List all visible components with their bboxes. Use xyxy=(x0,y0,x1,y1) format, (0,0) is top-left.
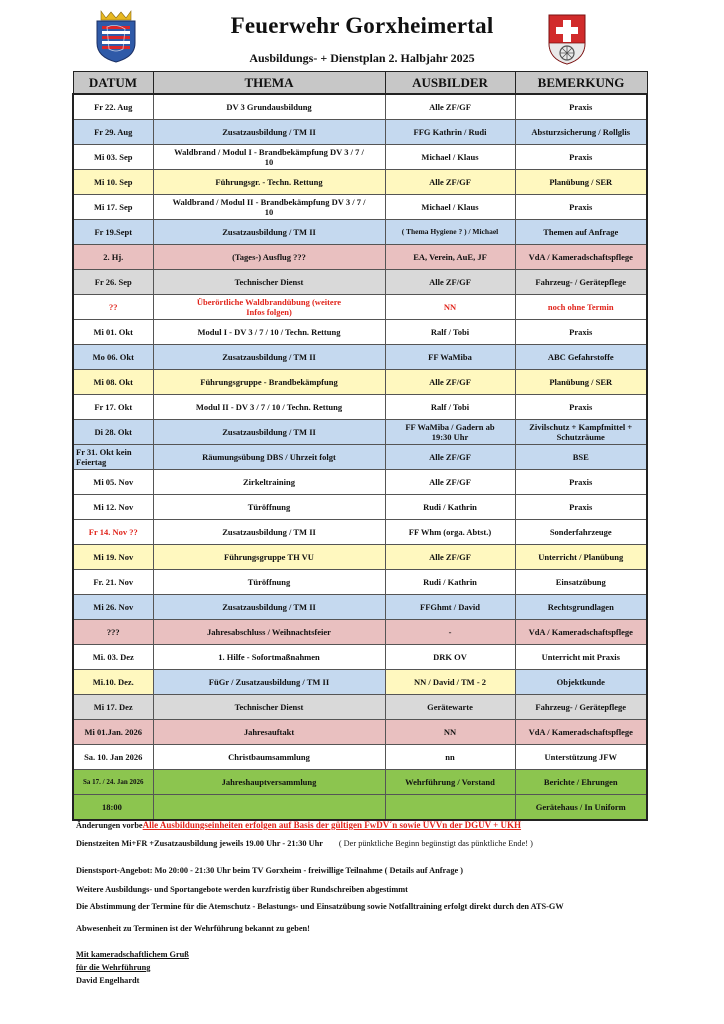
bemerkung-cell: Themen auf Anfrage xyxy=(515,220,647,245)
datum-cell: Mi 19. Nov xyxy=(73,545,153,570)
absence-note: Abwesenheit zu Terminen ist der Wehrführung bekannt zu geben! xyxy=(76,924,310,933)
bemerkung-cell: Unterricht / Planübung xyxy=(515,545,647,570)
thema-cell: Zusatzausbildung / TM II xyxy=(153,420,385,445)
ausbilder-cell: nn xyxy=(385,745,515,770)
bemerkung-cell: VdA / Kameradschaftspflege xyxy=(515,245,647,270)
ausbilder-cell: FF WaMiba / Gadern ab 19:30 Uhr xyxy=(385,420,515,445)
table-row xyxy=(73,595,647,620)
ausbilder-cell: Alle ZF/GF xyxy=(385,270,515,295)
datum-cell: Mi 01.Jan. 2026 xyxy=(73,720,153,745)
changes-note xyxy=(76,820,521,830)
table-row xyxy=(73,395,647,420)
bemerkung-cell: Zivilschutz + Kampfmittel + Schutzräume xyxy=(515,420,647,445)
datum-cell: Mi 17. Dez xyxy=(73,695,153,720)
bemerkung-cell: Praxis xyxy=(515,495,647,520)
ausbilder-cell: EA, Verein, AuE, JF xyxy=(385,245,515,270)
table-row xyxy=(73,270,647,295)
thema-cell: Technischer Dienst xyxy=(153,270,385,295)
ausbilder-cell: FFG Kathrin / Rudi xyxy=(385,120,515,145)
datum-cell: Fr 22. Aug xyxy=(73,94,153,120)
column-header-bemerkung: BEMERKUNG xyxy=(515,72,647,95)
ausbilder-cell: Alle ZF/GF xyxy=(385,445,515,470)
column-header-ausbilder: AUSBILDER xyxy=(385,72,515,95)
thema-cell: Waldbrand / Modul I - Brandbekämpfung DV 3 / 7 / 10 xyxy=(153,145,385,170)
datum-cell: Fr 17. Okt xyxy=(73,395,153,420)
datum-cell: ?? xyxy=(73,295,153,320)
ausbilder-cell: Rudi / Kathrin xyxy=(385,570,515,595)
bemerkung-cell: ABC Gefahrstoffe xyxy=(515,345,647,370)
thema-cell: Christbaumsammlung xyxy=(153,745,385,770)
datum-cell: Fr 19.Sept xyxy=(73,220,153,245)
column-header-thema: THEMA xyxy=(153,72,385,95)
table-row-final xyxy=(73,770,647,795)
datum-cell: Mi.10. Dez. xyxy=(73,670,153,695)
bemerkung-cell: Sonderfahrzeuge xyxy=(515,520,647,545)
datum-cell: Sa 17. / 24. Jan 2026 xyxy=(73,770,153,795)
thema-cell: (Tages-) Ausflug ??? xyxy=(153,245,385,270)
table-row xyxy=(73,420,647,445)
thema-cell: Zusatzausbildung / TM II xyxy=(153,595,385,620)
datum-cell: Mi 05. Nov xyxy=(73,470,153,495)
table-row xyxy=(73,94,647,120)
table-row xyxy=(73,220,647,245)
datum-cell: Fr 29. Aug xyxy=(73,120,153,145)
empty-cell xyxy=(153,795,385,821)
signature: David Engelhardt xyxy=(76,976,140,985)
thema-cell: Zusatzausbildung / TM II xyxy=(153,220,385,245)
table-row xyxy=(73,570,647,595)
datum-cell: ??? xyxy=(73,620,153,645)
datum-cell: Fr 31. Okt kein Feiertag xyxy=(73,445,153,470)
changes-prefix: Änderungen vorbe xyxy=(76,821,143,830)
table-row xyxy=(73,545,647,570)
atemschutz-note: Die Abstimmung der Termine für die Atemschutz - Belastungs- und Einsatzübung sowie Notfalltraining erfolgt direkt durch den ATS-GW xyxy=(76,902,564,911)
for-wehrfuehrung: für die Wehrführung xyxy=(76,963,151,972)
table-row xyxy=(73,495,647,520)
ausbilder-cell: Alle ZF/GF xyxy=(385,370,515,395)
thema-cell: Türöffnung xyxy=(153,495,385,520)
table-row xyxy=(73,720,647,745)
bemerkung-cell: Einsatzübung xyxy=(515,570,647,595)
ausbilder-cell: Michael / Klaus xyxy=(385,195,515,220)
bemerkung-cell: Praxis xyxy=(515,320,647,345)
datum-cell: Mi 08. Okt xyxy=(73,370,153,395)
table-row xyxy=(73,345,647,370)
ausbilder-cell: Michael / Klaus xyxy=(385,145,515,170)
schedule-table xyxy=(72,71,648,821)
datum-cell: Mi 12. Nov xyxy=(73,495,153,520)
table-row xyxy=(73,195,647,220)
bemerkung-cell: Fahrzeug- / Gerätepflege xyxy=(515,270,647,295)
datum-cell: Mi 03. Sep xyxy=(73,145,153,170)
thema-cell: Technischer Dienst xyxy=(153,695,385,720)
thema-cell: 1. Hilfe - Sofortmaßnahmen xyxy=(153,645,385,670)
ausbilder-cell: Ralf / Tobi xyxy=(385,395,515,420)
bemerkung-cell: Praxis xyxy=(515,470,647,495)
thema-cell: Zusatzausbildung / TM II xyxy=(153,120,385,145)
ausbilder-cell: DRK OV xyxy=(385,645,515,670)
bemerkung-cell: Planübung / SER xyxy=(515,170,647,195)
ausbilder-cell: - xyxy=(385,620,515,645)
bemerkung-cell: Unterricht mit Praxis xyxy=(515,645,647,670)
table-row xyxy=(73,520,647,545)
ausbilder-cell: Alle ZF/GF xyxy=(385,470,515,495)
thema-cell: Zirkeltraining xyxy=(153,470,385,495)
thema-cell: Waldbrand / Modul II - Brandbekämpfung DV 3 / 7 / 10 xyxy=(153,195,385,220)
bemerkung-cell: Fahrzeug- / Gerätepflege xyxy=(515,695,647,720)
table-row xyxy=(73,370,647,395)
table-row xyxy=(73,745,647,770)
datum-cell: Mi 10. Sep xyxy=(73,170,153,195)
thema-cell: DV 3 Grundausbildung xyxy=(153,94,385,120)
table-row xyxy=(73,245,647,270)
ausbilder-cell: NN xyxy=(385,295,515,320)
ausbilder-cell: Rudi / Kathrin xyxy=(385,495,515,520)
bemerkung-cell: Rechtsgrundlagen xyxy=(515,595,647,620)
table-row xyxy=(73,320,647,345)
ausbilder-cell: FFGhmt / David xyxy=(385,595,515,620)
bemerkung-cell: Gerätehaus / In Uniform xyxy=(515,795,647,821)
thema-cell: Überörtliche Waldbrandübung (weitere Infos folgen) xyxy=(153,295,385,320)
ausbilder-cell: Ralf / Tobi xyxy=(385,320,515,345)
datum-cell: 2. Hj. xyxy=(73,245,153,270)
datum-cell: Mi 01. Okt xyxy=(73,320,153,345)
table-row xyxy=(73,670,647,695)
document-subtitle: Ausbildungs- + Dienstplan 2. Halbjahr 2025 xyxy=(249,51,475,65)
table-row xyxy=(73,170,647,195)
ausbilder-cell: Alle ZF/GF xyxy=(385,94,515,120)
datum-cell: Mi 26. Nov xyxy=(73,595,153,620)
table-row xyxy=(73,620,647,645)
ausbilder-cell: FF WaMiba xyxy=(385,345,515,370)
datum-cell: Fr 14. Nov ?? xyxy=(73,520,153,545)
ausbilder-cell: Gerätewarte xyxy=(385,695,515,720)
bemerkung-cell: Praxis xyxy=(515,145,647,170)
bemerkung-cell: Praxis xyxy=(515,195,647,220)
bemerkung-cell: noch ohne Termin xyxy=(515,295,647,320)
thema-cell: Modul II - DV 3 / 7 / 10 / Techn. Rettung xyxy=(153,395,385,420)
duty-times-remark: ( Der pünktliche Beginn begünstigt das pünktliche Ende! ) xyxy=(338,839,533,848)
table-row xyxy=(73,445,647,470)
bemerkung-cell: Absturzsicherung / Rollglis xyxy=(515,120,647,145)
ausbilder-cell: Wehrführung / Vorstand xyxy=(385,770,515,795)
ausbilder-cell: Alle ZF/GF xyxy=(385,545,515,570)
ausbilder-cell: NN xyxy=(385,720,515,745)
bemerkung-cell: VdA / Kameradschaftspflege xyxy=(515,720,647,745)
datum-cell: Di 28. Okt xyxy=(73,420,153,445)
bemerkung-cell: Berichte / Ehrungen xyxy=(515,770,647,795)
bemerkung-cell: Planübung / SER xyxy=(515,370,647,395)
table-row xyxy=(73,120,647,145)
bemerkung-cell: BSE xyxy=(515,445,647,470)
bemerkung-cell: Unterstützung JFW xyxy=(515,745,647,770)
thema-cell: Jahresauftakt xyxy=(153,720,385,745)
table-row xyxy=(73,645,647,670)
thema-cell: Jahreshauptversammlung xyxy=(153,770,385,795)
datum-cell: Sa. 10. Jan 2026 xyxy=(73,745,153,770)
table-row xyxy=(73,295,647,320)
table-row-final-2 xyxy=(73,795,647,821)
datum-cell: Fr. 21. Nov xyxy=(73,570,153,595)
bemerkung-cell: VdA / Kameradschaftspflege xyxy=(515,620,647,645)
thema-cell: Führungsgr. - Techn. Rettung xyxy=(153,170,385,195)
thema-cell: Zusatzausbildung / TM II xyxy=(153,520,385,545)
table-row xyxy=(73,145,647,170)
ausbilder-cell: FF Whm (orga. Abtst.) xyxy=(385,520,515,545)
datum-cell: Mi. 03. Dez xyxy=(73,645,153,670)
column-header-datum: DATUM xyxy=(73,72,153,95)
thema-cell: Jahresabschluss / Weihnachtsfeier xyxy=(153,620,385,645)
duty-times-note xyxy=(76,839,533,848)
ausbilder-cell: Alle ZF/GF xyxy=(385,170,515,195)
thema-cell: Zusatzausbildung / TM II xyxy=(153,345,385,370)
thema-cell: Führungsgruppe - Brandbekämpfung xyxy=(153,370,385,395)
bemerkung-cell: Praxis xyxy=(515,94,647,120)
thema-cell: FüGr / Zusatzausbildung / TM II xyxy=(153,670,385,695)
further-note: Weitere Ausbildungs- und Sportangebote werden kurzfristig über Rundschreiben abgestimmt xyxy=(76,885,408,894)
table-row xyxy=(73,695,647,720)
duty-times: Dienstzeiten Mi+FR +Zusatzausbildung jeweils 19.00 Uhr - 21:30 Uhr xyxy=(76,839,323,848)
ausbilder-cell: ( Thema Hygiene ? ) / Michael xyxy=(385,220,515,245)
empty-cell xyxy=(385,795,515,821)
changes-red-notice: Alle Ausbildungseinheiten erfolgen auf Basis der gültigen FwDV´n sowie UVVn der DGUV + UKH xyxy=(142,820,522,830)
thema-cell: Räumungsübung DBS / Uhrzeit folgt xyxy=(153,445,385,470)
bemerkung-cell: Objektkunde xyxy=(515,670,647,695)
bemerkung-cell: Praxis xyxy=(515,395,647,420)
thema-cell: Modul I - DV 3 / 7 / 10 / Techn. Rettung xyxy=(153,320,385,345)
thema-cell: Führungsgruppe TH VU xyxy=(153,545,385,570)
datum-cell: Mo 06. Okt xyxy=(73,345,153,370)
thema-cell: Türöffnung xyxy=(153,570,385,595)
table-header-row xyxy=(73,72,647,95)
datum-cell: Mi 17. Sep xyxy=(73,195,153,220)
greeting: Mit kameradschaftlichem Gruß xyxy=(76,950,189,959)
datum-cell: Fr 26. Sep xyxy=(73,270,153,295)
ausbilder-cell: NN / David / TM - 2 xyxy=(385,670,515,695)
document-title: Feuerwehr Gorxheimertal xyxy=(230,13,494,38)
table-row xyxy=(73,470,647,495)
time-cell: 18:00 xyxy=(73,795,153,821)
sport-note: Dienstsport-Angebot: Mo 20:00 - 21:30 Uhr beim TV Gorxheim - freiwillige Teilnahme ( Details auf Anfrage ) xyxy=(76,866,464,875)
